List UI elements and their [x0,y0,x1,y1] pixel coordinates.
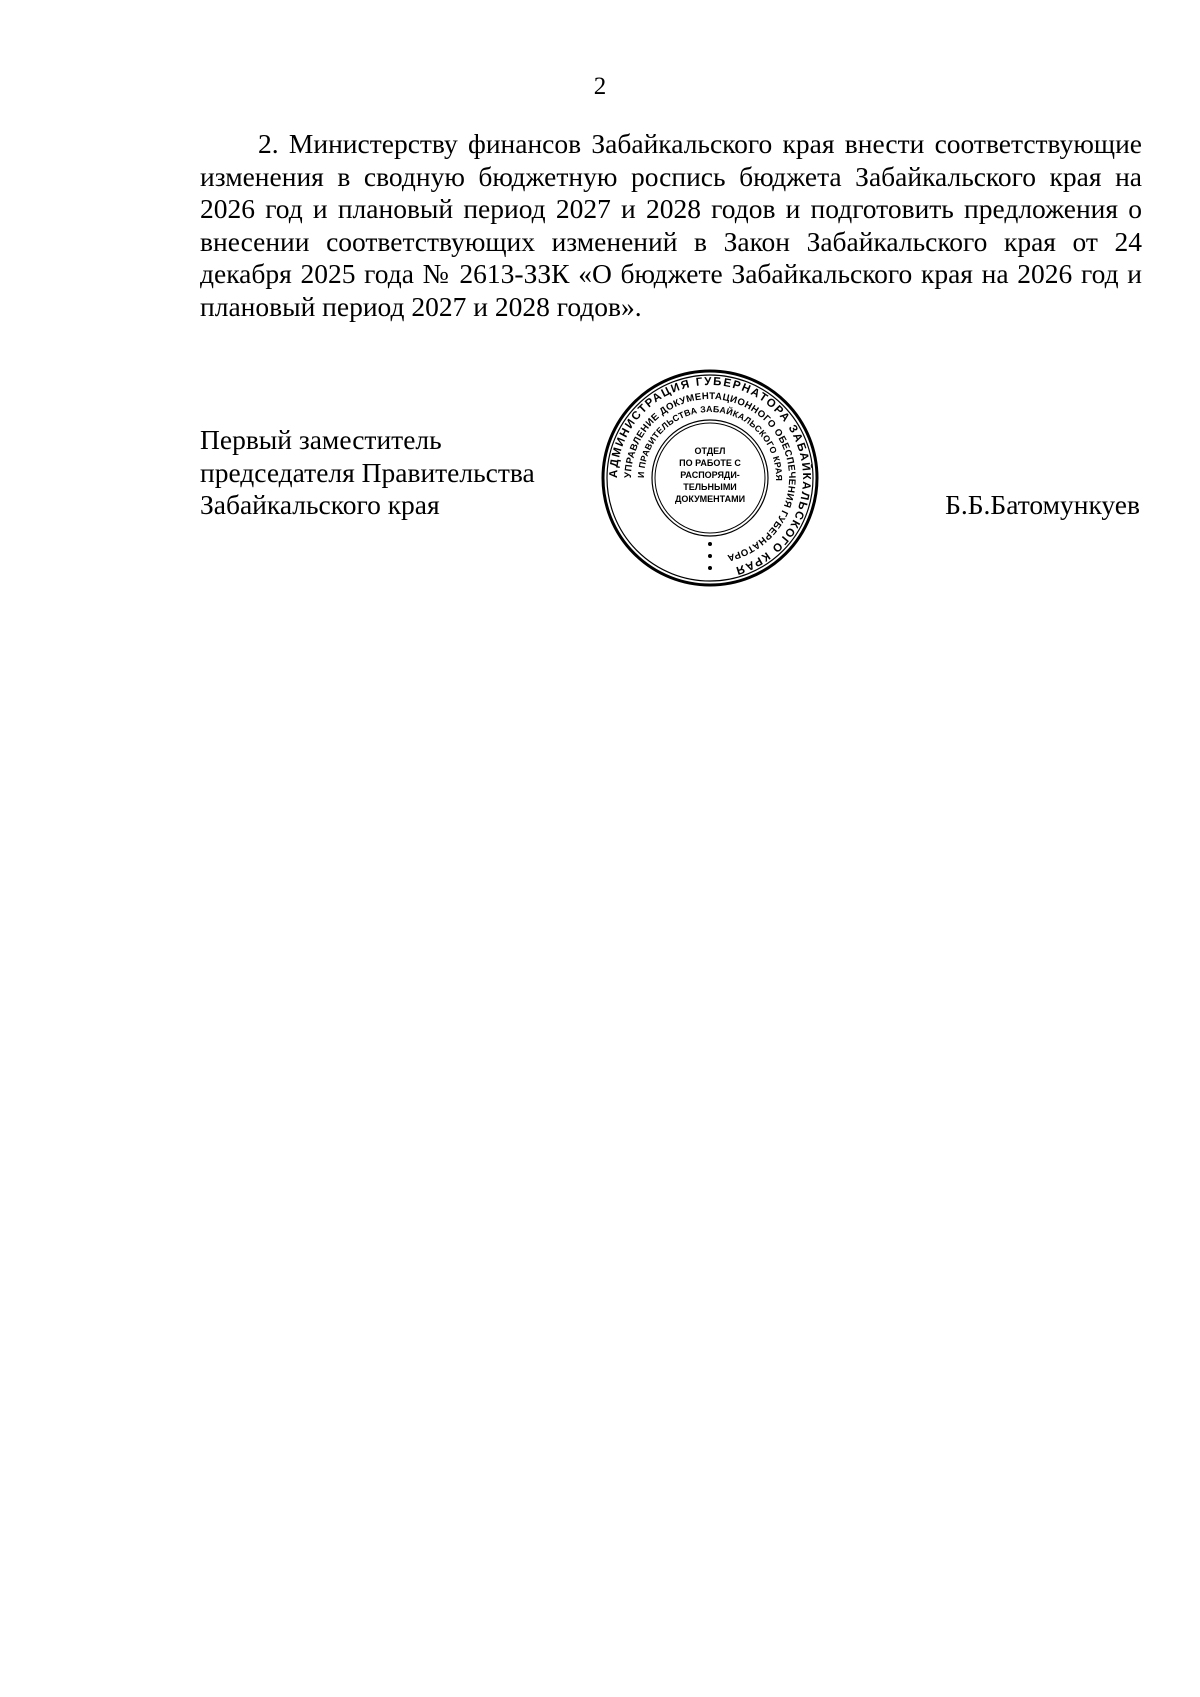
stamp-center-line: РАСПОРЯДИ- [680,470,740,480]
stamp-inner-ring-text: И ПРАВИТЕЛЬСТВА ЗАБАЙКАЛЬСКОГО КРАЯ [635,403,785,482]
signatory-position [200,424,535,522]
stamp-middle-ring-text: УПРАВЛЕНИЕ ДОКУМЕНТАЦИОННОГО ОБЕСПЕЧЕНИЯ ГУБЕРНАТОРА [622,390,798,564]
stamp-center-line: ПО РАБОТЕ С [679,458,741,468]
stamp-outer-ring-text: АДМИНИСТРАЦИЯ ГУБЕРНАТОРА ЗАБАЙКАЛЬСКОГО КРАЯ [607,375,813,577]
stamp-dot [708,542,712,546]
stamp-dot [708,554,712,558]
page-number: 2 [593,73,607,100]
stamp-center-line: ОТДЕЛ [694,446,726,456]
stamp-center-line: ТЕЛЬНЫМИ [683,482,737,492]
signatory-position-line: Первый заместитель [200,424,442,455]
stamp-center-line: ДОКУМЕНТАМИ [674,494,746,504]
paragraph-item-2: 2. Министерству финансов Забайкальского края внести соответствующие изменения в сводную бюджетную роспись бюджета Забайкальского края на 2026 год и плановый период 2027 и 2028 годов и подготовить предложения о внесении соответствующих изменений в Закон Забайкальского края от 24 декабря 2025 года № 2613-ЗЗК «О бюджете Забайкальского края на 2026 год и плановый период 2027 и 2028 годов». [200,128,1142,322]
signatory-position-line: Забайкальского края [200,489,440,520]
signatory-position-line: председателя Правительства [200,456,535,488]
official-stamp [600,368,820,588]
stamp-dot [708,566,712,570]
signer-name: Б.Б.Батомункуев [945,489,1140,520]
